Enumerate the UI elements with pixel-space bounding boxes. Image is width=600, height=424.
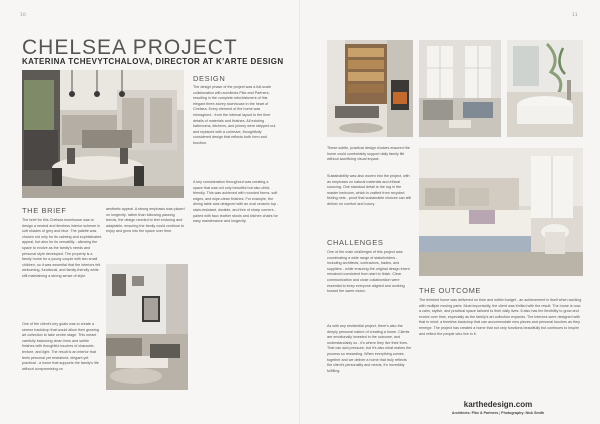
website-link[interactable]: karthedesign.com: [463, 400, 533, 409]
credit-photo: Nick Smith: [525, 411, 545, 415]
right-page: [300, 0, 600, 424]
challenges-paragraph-1: One of the main challenges of this project was coordinating a wide range of stakeholders - including architects, contractors, trades, and suppliers - while ensuring the original design intent remained consistent from start to finish. Clear communication and close collaboration were essential to keep everyone aligned and working toward the same vision.: [327, 250, 410, 294]
photo-credit: [420, 411, 576, 415]
credit-architects: Pike & Partners: [471, 411, 499, 415]
kitchen-photo: [22, 70, 184, 198]
brief-paragraph-2: One of the client's key goals was to create a serene backdrop that would allow their growing art collection to take centre stage. This meant carefully balancing clean lines and subtle finishes with thoughtful touches of character, texture, and light. The result is an interior that feels personal yet restrained, elegant yet practical - a home that supports the family's life without compromising on: [22, 322, 99, 371]
outcome-heading: THE OUTCOME: [419, 286, 482, 295]
outcome-paragraph: The finished home was delivered on time and within budget - an achievement in itself when working with multiple moving parts. Most importantly, the client was thrilled with the result. The home is now a calm, stylish, and practical space tailored to their daily lives. It also has the flexibility to grow and evolve over time, especially as the family's art collection expands. The interiors were designed with that in mind: a timeless backdrop that can accommodate new pieces and personal touches as they emerge. The project has created a home that not only functions beautifully but continues to inspire and reflect the people who live in it.: [419, 298, 582, 336]
page-number-left: 10: [20, 13, 26, 18]
practical-paragraph-1: These subtle, practical design choices ensured the home could comfortably support daily family life without sacrificing visual impact.: [327, 146, 410, 162]
page-number-right: 11: [572, 13, 578, 18]
credit-architects-label: Architects:: [451, 411, 471, 415]
living-room-photo: [106, 264, 188, 390]
bedroom-photo: [419, 148, 583, 276]
challenges-paragraph-2: As with any residential project, there's also the deeply personal nature of creating a home. Clients are emotionally invested in the outcome, and understandably so - it's where they live their lives. That can add pressure, but it's also what makes the process so rewarding. When everything comes together and we deliver a home that truly reflects the client's personality and needs, it's incredibly fulfilling.: [327, 324, 412, 373]
bathroom-photo: [507, 40, 583, 137]
brief-paragraph-3: aesthetic appeal. A strong emphasis was placed on longevity: rather than following passing trends, the design needed to feel enduring and adaptable, ensuring the family could continue to enjoy and grow into the space over time.: [106, 207, 185, 234]
credit-photo-label: Photography:: [501, 411, 525, 415]
design-paragraph-2: A key consideration throughout was creating a space that was not only beautiful but also child-friendly. This was achieved with rounded forms, soft edges, and wipe-clean finishes. For example, the dining table was designed with an oval ceramic top - stain-resistant, durable, and free of sharp corners - paired with faux leather stools and kitchen chairs for easy maintenance and longevity.: [193, 180, 279, 224]
shelving-photo: [327, 40, 413, 137]
design-paragraph-1: The design phase of the project was a full-scale collaboration with architects Pike and Partners, resulting in the complete refurbishment of this elegant three-storey townhouse in the heart of Chelsea. Every element of the home was reimagined - from the internal layout to the finer details of materials and finishes. All existing bathrooms, kitchens, and joinery were stripped out and replaced with a cohesive, thoughtfully considered design that reflects both form and function.: [193, 85, 276, 145]
article-title: CHELSEA PROJECT: [22, 36, 238, 59]
credit-separator: |: [499, 411, 501, 415]
brief-heading: THE BRIEF: [22, 206, 67, 215]
challenges-heading: CHALLENGES: [327, 238, 384, 247]
design-heading: DESIGN: [193, 74, 226, 83]
window-room-photo: [419, 40, 501, 137]
brief-paragraph-1: The brief for this Chelsea townhouse was to design a neutral and timeless interior scheme in soft shades of grey and blue. The palette was chosen not only for its calming and sophisticated appeal, but also for its versatility - allowing the space to evolve as the family's needs and personal style developed. The property is a family home for a young couple with two small children, so it was essential that the interiors felt welcoming, functional, and family-friendly while still maintaining a strong sense of style.: [22, 218, 102, 278]
practical-paragraph-2: Sustainability was also woven into the project, with an emphasis on natural materials and ethical sourcing. One standout detail is the rug in the master bedroom, which is crafted from recycled fishing nets - proof that sustainable choices can still deliver on comfort and luxury.: [327, 174, 412, 206]
article-subtitle: KATERINA TCHEVYTCHALOVA, DIRECTOR AT K'ARTE DESIGN: [22, 57, 284, 66]
